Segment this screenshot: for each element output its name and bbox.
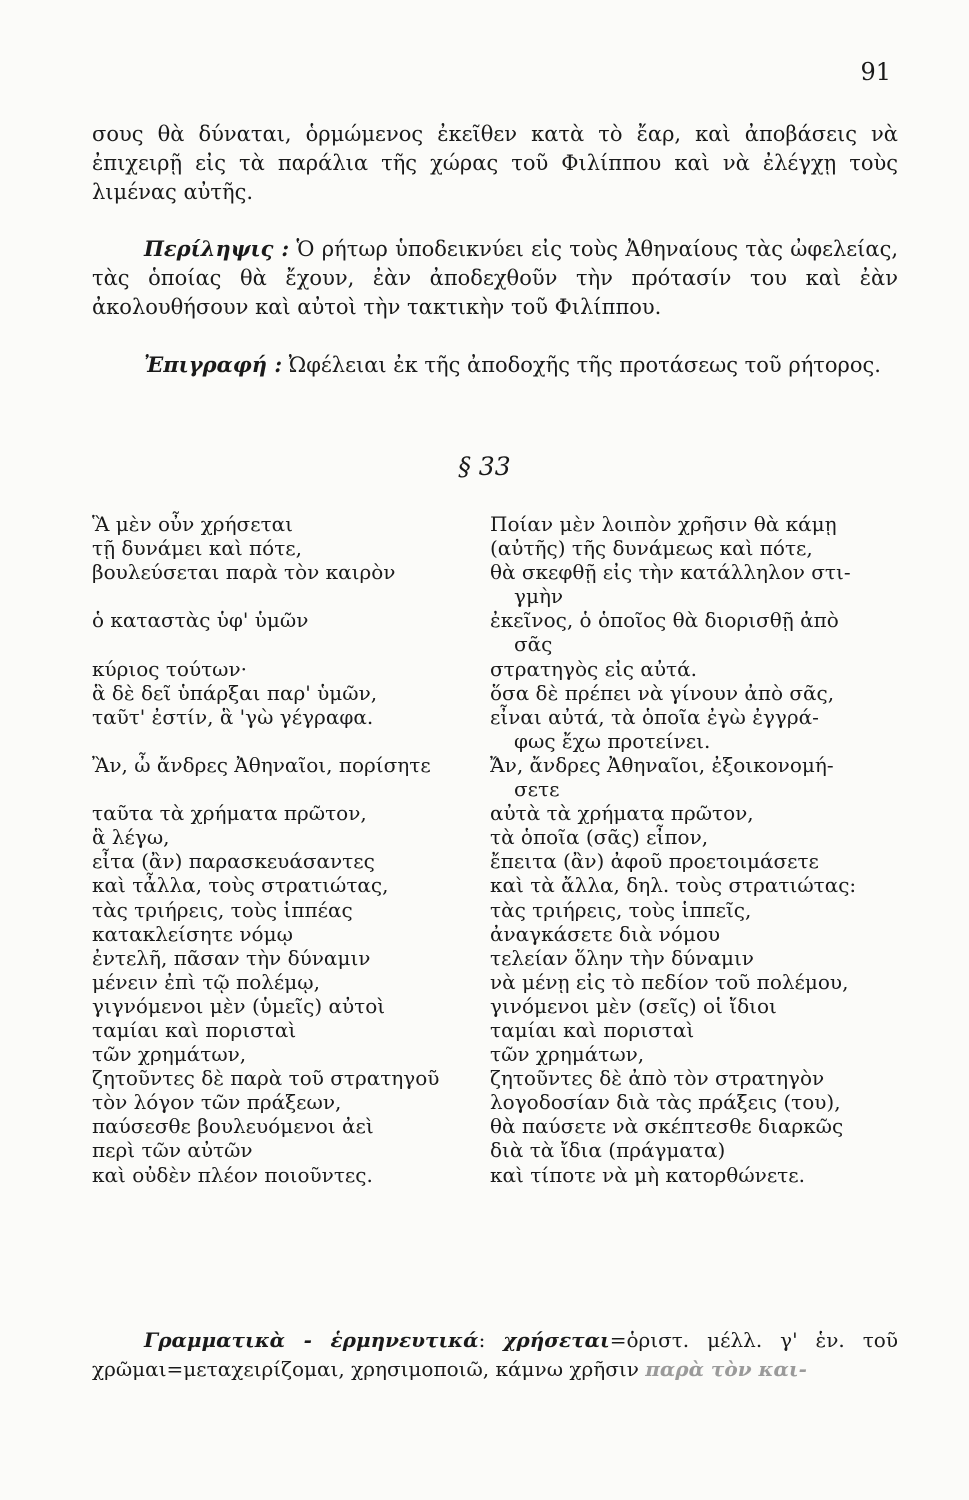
section-number: § 33: [458, 452, 511, 481]
translation-cell: [490, 1163, 898, 1187]
text-row: [92, 1042, 898, 1066]
translation-line: ὅσα δὲ πρέπει νὰ γίνουν ἀπὸ σᾶς,: [490, 680, 835, 705]
translation-line: διὰ τὰ ἴδια (πράγματα): [490, 1138, 726, 1163]
original-line: τῶν χρημάτων,: [92, 1042, 247, 1067]
original-line: βουλεύσεται παρὰ τὸν καιρὸν: [92, 560, 396, 585]
text-row: [92, 1114, 898, 1138]
original-line: παύσεσθε βουλευόμενοι ἀεὶ: [92, 1114, 374, 1139]
grammar-sep: :: [478, 1328, 504, 1352]
translation-cell: [490, 1018, 898, 1042]
summary-paragraph: [92, 234, 898, 322]
translation-continuation: γμὴν: [514, 584, 564, 609]
translation-line: στρατηγὸς εἰς αὐτά.: [490, 656, 697, 681]
text-row: [92, 512, 898, 536]
translation-cell: [490, 849, 898, 873]
translation-cell: [490, 873, 898, 897]
translation-line: αὐτὰ τὰ χρήματα πρῶτον,: [490, 801, 754, 826]
original-line: καὶ οὐδὲν πλέον ποιοῦντες.: [92, 1162, 373, 1187]
translation-line: καὶ τὰ ἄλλα, δηλ. τοὺς στρατιώτας:: [490, 873, 857, 898]
text-row: [92, 946, 898, 970]
translation-cell: [490, 560, 898, 608]
original-line: ταμίαι καὶ πορισταὶ: [92, 1017, 297, 1042]
original-line: κατακλείσητε νόμῳ: [92, 921, 293, 946]
translation-cell: [490, 512, 898, 536]
grammar-heading: Γραμματικὰ - ἑρμηνευτικά: [144, 1328, 479, 1352]
epigraph-text: Ὠφέλειαι ἐκ τῆς ἀποδοχῆς τῆς προτάσεως τοῦ ρήτορος.: [282, 353, 881, 377]
epigraph-heading: Ἐπιγραφή :: [144, 352, 283, 377]
page-number: 91: [860, 58, 891, 86]
translation-line: ταμίαι καὶ πορισταὶ: [490, 1017, 695, 1042]
summary-heading: Περίληψις :: [144, 236, 290, 261]
original-line: ταῦτ' ἐστίν, ἃ 'γὼ γέγραφα.: [92, 704, 374, 729]
translation-line: τῶν χρημάτων,: [490, 1042, 645, 1067]
original-line: ζητοῦντες δὲ παρὰ τοῦ στρατηγοῦ: [92, 1066, 440, 1091]
text-row: [92, 1090, 898, 1114]
translation-line: ἐκεῖνος, ὁ ὁποῖος θὰ διορισθῇ ἀπὸ: [490, 608, 839, 633]
translation-cell: [490, 970, 898, 994]
translation-line: τὰ ὁποῖα (σᾶς) εἶπον,: [490, 825, 709, 850]
translation-cell: [490, 1090, 898, 1114]
translation-line: νὰ μένῃ εἰς τὸ πεδίον τοῦ πολέμου,: [490, 969, 849, 994]
text-row: [92, 705, 898, 753]
translation-line: Ἄν, ἄνδρες Ἀθηναῖοι, ἐξοικονομή-: [490, 752, 834, 777]
parallel-text: [92, 512, 898, 1187]
text-row: [92, 1138, 898, 1162]
translation-line: γινόμενοι μὲν (σεῖς) οἱ ἴδιοι: [490, 993, 777, 1018]
grammar-keyword-1: χρήσεται: [503, 1328, 610, 1352]
text-row: [92, 849, 898, 873]
text-row: [92, 825, 898, 849]
text-row: [92, 1163, 898, 1187]
original-line: καὶ τἆλλα, τοὺς στρατιώτας,: [92, 873, 389, 898]
translation-continuation: σᾶς: [514, 632, 553, 657]
grammar-notes: [92, 1326, 898, 1384]
translation-line: ἀναγκάσετε διὰ νόμου: [490, 921, 721, 946]
text-row: [92, 873, 898, 897]
original-line: ἐντελῆ, πᾶσαν τὴν δύναμιν: [92, 945, 371, 970]
text-row: [92, 1018, 898, 1042]
original-line: ἃ λέγω,: [92, 825, 170, 850]
translation-continuation: φως ἔχω προτείνει.: [514, 728, 711, 753]
summary-text: Ὁ ρήτωρ ὑποδεικνύει εἰς τοὺς Ἀθηναίους τὰς ὠφελείας, τὰς ὁποίας θὰ ἔχουν, ἐὰν ἀποδεχθοῦν τὴν πρότασίν του καὶ ἐὰν ἀκολουθήσουν καὶ αὐτοὶ τὴν τακτικὴν τοῦ Φιλίππου.: [92, 237, 898, 319]
original-line: ὁ καταστὰς ὑφ' ὑμῶν: [92, 608, 309, 633]
text-row: [92, 536, 898, 560]
text-row: [92, 681, 898, 705]
original-line: Ἂν, ὦ ἄνδρες Ἀθηναῖοι, πορίσητε: [92, 752, 431, 777]
translation-line: θὰ σκεφθῇ εἰς τὴν κατάλληλον στι-: [490, 560, 851, 585]
translation-line: ζητοῦντες δὲ ἀπὸ τὸν στρατηγὸν: [490, 1066, 825, 1091]
translation-cell: [490, 994, 898, 1018]
original-line: κύριος τούτων·: [92, 656, 248, 681]
text-row: [92, 898, 898, 922]
original-line: τὸν λόγον τῶν πράξεων,: [92, 1090, 342, 1115]
translation-cell: [490, 922, 898, 946]
translation-cell: [490, 705, 898, 753]
translation-line: τελείαν ὅλην τὴν δύναμιν: [490, 945, 754, 970]
text-row: [92, 970, 898, 994]
translation-cell: [490, 657, 898, 681]
text-row: [92, 608, 898, 656]
translation-cell: [490, 1114, 898, 1138]
translation-cell: [490, 1066, 898, 1090]
original-line: ἃ δὲ δεῖ ὑπάρξαι παρ' ὑμῶν,: [92, 680, 378, 705]
translation-cell: [490, 1138, 898, 1162]
paragraph-continuation: σους θὰ δύναται, ὁρμώμενος ἐκεῖθεν κατὰ τὸ ἔαρ, καὶ ἀποβάσεις νὰ ἐπιχειρῇ εἰς τὰ παράλια τῆς χώρας τοῦ Φιλίππου καὶ νὰ ἐλέγχῃ τοὺς λιμένας αὐτῆς.: [92, 122, 898, 204]
translation-cell: [490, 753, 898, 801]
translation-cell: [490, 801, 898, 825]
text-row: [92, 801, 898, 825]
translation-line: τὰς τριήρεις, τοὺς ἱππεῖς,: [490, 897, 752, 922]
text-row: [92, 753, 898, 801]
translation-cell: [490, 536, 898, 560]
translation-cell: [490, 1042, 898, 1066]
text-row: [92, 1066, 898, 1090]
original-line: ταῦτα τὰ χρήματα πρῶτον,: [92, 801, 367, 826]
translation-line: (αὐτῆς) τῆς δυνάμεως καὶ πότε,: [490, 536, 813, 561]
text-row: [92, 922, 898, 946]
translation-line: ἔπειτα (ἂν) ἀφοῦ προετοιμάσετε: [490, 849, 819, 874]
original-line: τὰς τριήρεις, τοὺς ἱππέας: [92, 897, 353, 922]
translation-line: καὶ τίποτε νὰ μὴ κατορθώνετε.: [490, 1162, 805, 1187]
translation-line: λογοδοσίαν διὰ τὰς πράξεις (του),: [490, 1090, 841, 1115]
translation-cell: [490, 825, 898, 849]
grammar-text-1: =ὁριστ. μέλλ. γ' ἑν. τοῦ χρῶμαι=μεταχειρίζομαι, χρησιμοποιῶ, κάμνω χρῆσιν: [92, 1328, 898, 1381]
grammar-keyword-2: παρὰ τὸν και-: [645, 1357, 807, 1381]
translation-cell: [490, 946, 898, 970]
translation-line: Ποίαν μὲν λοιπὸν χρῆσιν θὰ κάμῃ: [490, 512, 837, 536]
translation-line: θὰ παύσετε νὰ σκέπτεσθε διαρκῶς: [490, 1114, 844, 1139]
text-row: [92, 994, 898, 1018]
text-row: [92, 560, 898, 608]
translation-cell: [490, 898, 898, 922]
translation-continuation: σετε: [514, 777, 560, 802]
original-line: περὶ τῶν αὐτῶν: [92, 1138, 253, 1163]
original-line: γιγνόμενοι μὲν (ὑμεῖς) αὐτοὶ: [92, 993, 386, 1018]
translation-line: εἶναι αὐτά, τὰ ὁποῖα ἐγὼ ἐγγρά-: [490, 704, 819, 729]
original-line: μένειν ἐπὶ τῷ πολέμῳ,: [92, 969, 320, 994]
original-line: Ἃ μὲν οὖν χρήσεται: [92, 512, 293, 536]
translation-cell: [490, 608, 898, 656]
translation-cell: [490, 681, 898, 705]
text-row: [92, 657, 898, 681]
epigraph-paragraph: [92, 350, 898, 380]
original-line: εἶτα (ἂν) παρασκευάσαντες: [92, 849, 375, 874]
original-line: τῇ δυνάμει καὶ πότε,: [92, 536, 302, 561]
